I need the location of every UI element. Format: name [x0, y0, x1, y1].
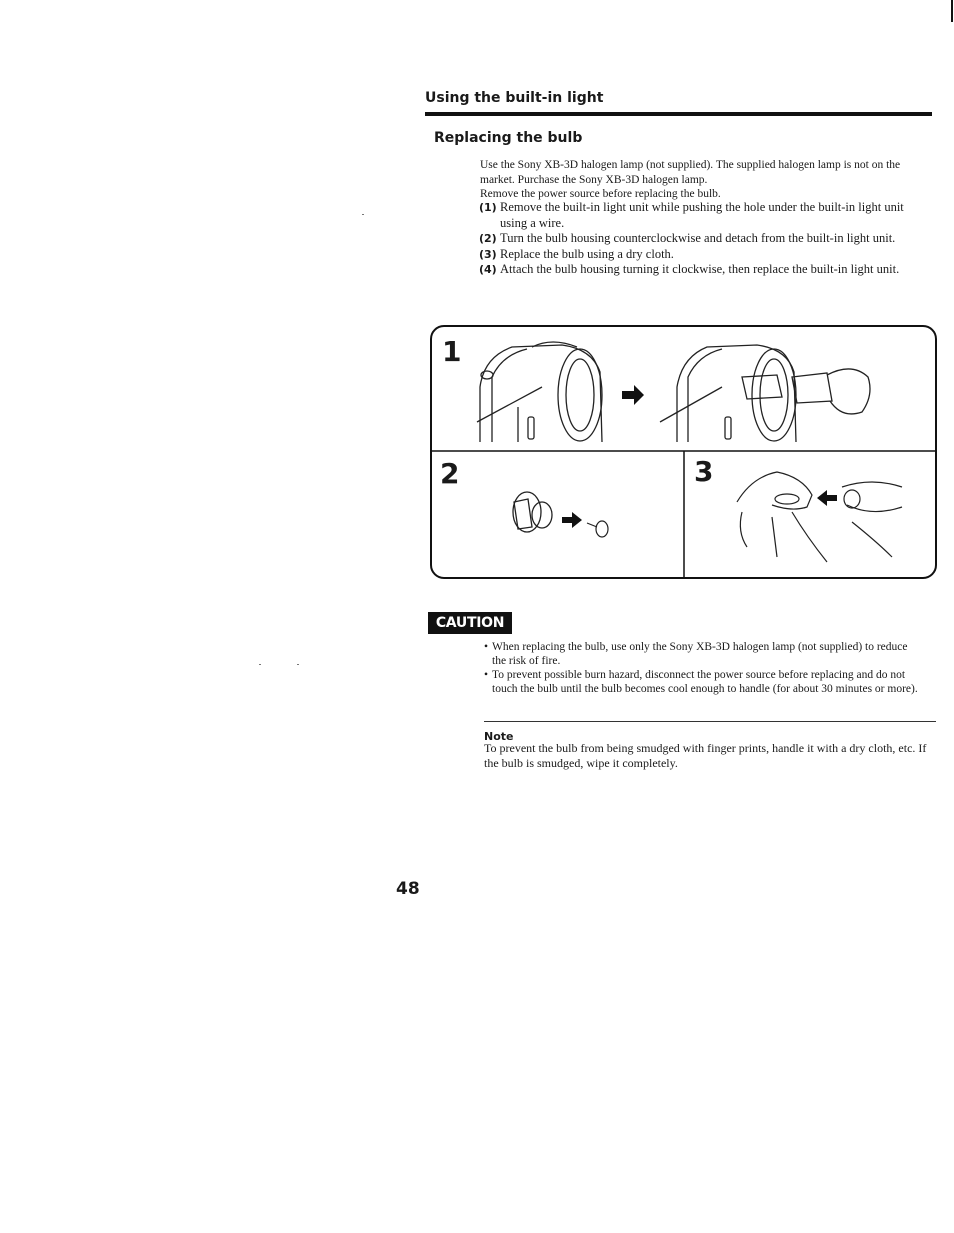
section-title: Using the built-in light: [425, 90, 604, 106]
illustration-figure: [430, 325, 937, 579]
step-item: [479, 200, 931, 231]
step-item: [479, 262, 931, 278]
caution-item: • When replacing the bulb, use only the Sony XB-3D halogen lamp (not supplied) to reduce the risk of fire.: [484, 640, 924, 668]
note-text: To prevent the bulb from being smudged with finger prints, handle it with a dry cloth, etc. If the bulb is smudged, wipe it completely.: [484, 741, 927, 770]
scan-speck: [362, 214, 364, 215]
scan-speck: [297, 664, 299, 665]
step-text: Replace the bulb using a dry cloth.: [500, 246, 674, 261]
step-text: Turn the bulb housing counterclockwise and detach from the built-in light unit.: [500, 231, 896, 245]
camcorder-light-unit-icon: [477, 342, 602, 442]
page-edge-mark: [951, 0, 953, 22]
intro-text: [480, 158, 932, 202]
panel-number-1: 1: [442, 335, 462, 368]
step-item: [479, 247, 931, 263]
arrow-left-icon: [817, 490, 837, 506]
caution-list: [484, 640, 924, 696]
step-number: (4): [479, 263, 497, 276]
halogen-bulb-icon: [587, 521, 608, 537]
step-number: (1): [479, 201, 497, 214]
step-text: Attach the bulb housing turning it clockwise, then replace the built-in light unit.: [500, 262, 900, 276]
subsection-title: Replacing the bulb: [434, 130, 583, 146]
step-number: (2): [479, 232, 497, 245]
hand-holding-cloth-icon: [737, 472, 827, 562]
bulb-housing-icon: [513, 492, 552, 532]
hand-holding-bulb-icon: [842, 482, 902, 557]
panel-number-2: 2: [440, 457, 460, 490]
step-text: Remove the built-in light unit while pushing the hole under the built-in light unit using a wire.: [500, 200, 904, 230]
caution-item: • To prevent possible burn hazard, disconnect the power source before replacing and do not touch the bulb until the bulb becomes cool enough to handle (for about 30 minutes or more).: [484, 668, 924, 696]
note-rule: [484, 721, 936, 722]
step-item: [479, 231, 931, 247]
intro-line-1: Use the Sony XB-3D halogen lamp (not supplied). The supplied halogen lamp is not on the market. Purchase the Sony XB-3D halogen lamp.: [480, 159, 901, 186]
arrow-right-icon: [622, 385, 644, 405]
illustration-drawing: [432, 327, 935, 577]
intro-line-2: Remove the power source before replacing the bulb.: [480, 188, 721, 200]
section-rule: [425, 112, 932, 116]
panel-number-3: 3: [694, 455, 714, 488]
arrow-right-icon: [562, 512, 582, 528]
scan-speck: [259, 664, 261, 665]
steps-list: [479, 200, 931, 278]
camcorder-with-bulb-icon: [660, 345, 870, 442]
caution-badge: CAUTION: [428, 612, 512, 634]
page-number: 48: [396, 879, 420, 899]
step-number: (3): [479, 247, 497, 261]
note-label: Note: [484, 730, 514, 743]
